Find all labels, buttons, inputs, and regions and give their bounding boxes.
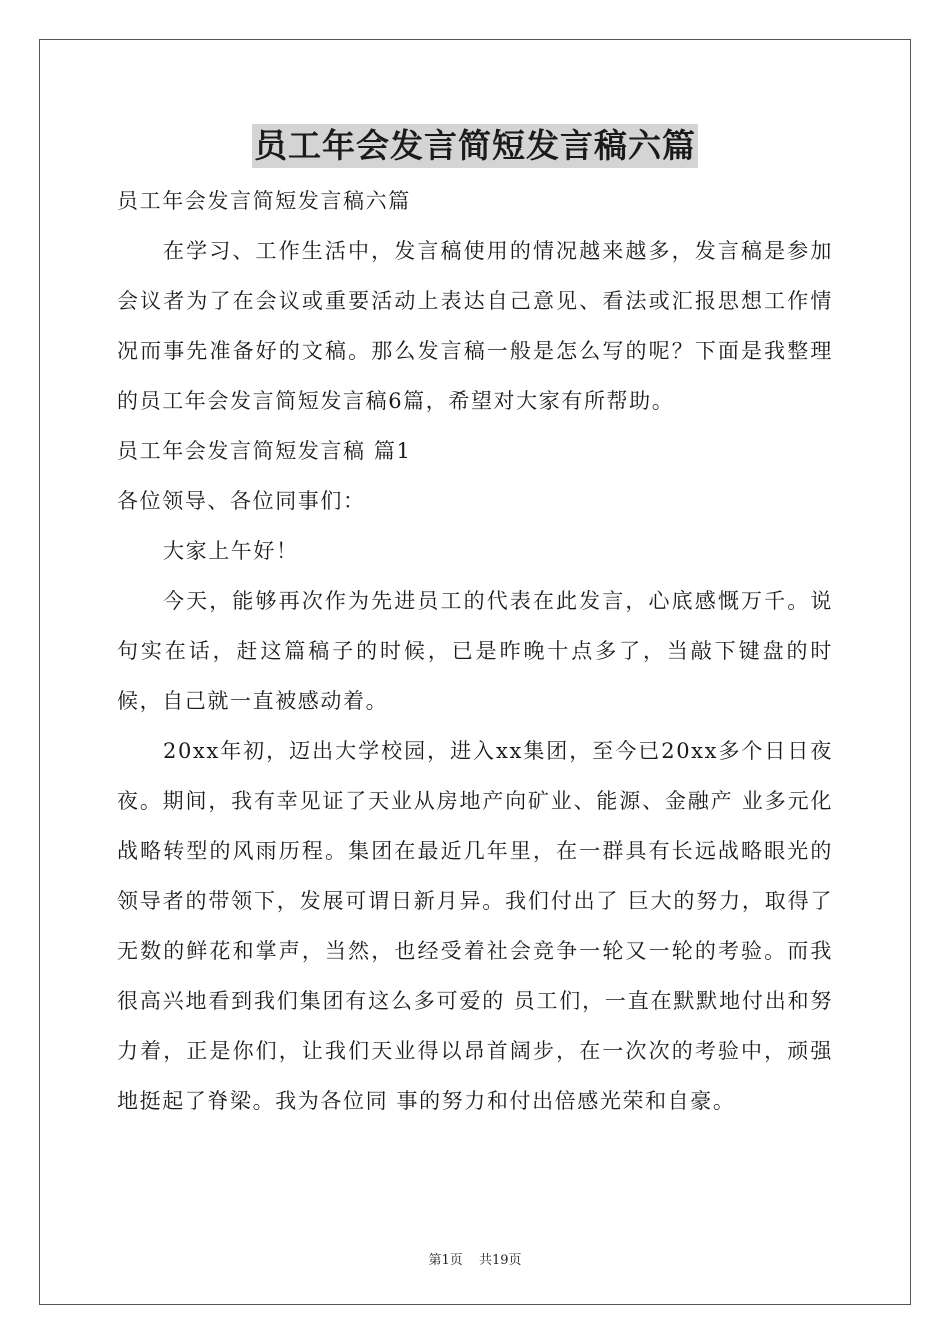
page-total: 共19页 <box>478 1253 522 1268</box>
subtitle-line: 员工年会发言简短发言稿六篇 <box>117 189 411 213</box>
salutation: 各位领导、各位同事们： <box>117 489 366 513</box>
body-paragraph: 20xx年初，迈出大学校园，进入xx集团，至今已20xx多个日日夜夜。期间，我有幸见证了天业从房地产向矿业、能源、金融产 业多元化战略转型的风雨历程。集团在最近几年里，在一群具有长远战略眼光的领导者的带领下，发展可谓日新月异。我们付出了 巨大的努力，取得了无数的鲜花和掌声，当然，也经受着社会竞争一轮又一轮的考验。而我很高兴地看到我们集团有这么多可爱的 员工们，一直在默默地付出和努力着，正是你们，让我们天业得以昂首阔步，在一次次的考验中，顽强地挺起了脊梁。我为各位同 事的努力和付出倍感光荣和自豪。 <box>117 739 833 1113</box>
document-title-text: 员工年会发言简短发言稿六篇 <box>252 124 698 168</box>
greeting: 大家上午好！ <box>163 539 299 563</box>
body-paragraph: 今天，能够再次作为先进员工的代表在此发言，心底感慨万千。说句实在话，赶这篇稿子的时候，已是昨晚十点多了，当敲下键盘的时候，自己就一直被感动着。 <box>117 589 833 713</box>
document-body <box>117 176 833 1126</box>
page-footer <box>0 1252 950 1270</box>
page-number: 第1页 <box>428 1253 463 1268</box>
document-title <box>0 124 950 168</box>
section-heading: 员工年会发言简短发言稿 篇1 <box>117 439 412 463</box>
intro-paragraph: 在学习、工作生活中，发言稿使用的情况越来越多，发言稿是参加会议者为了在会议或重要活动上表达自己意见、看法或汇报思想工作情况而事先准备好的文稿。那么发言稿一般是怎么写的呢？下面是我整理的员工年会发言简短发言稿6篇，希望对大家有所帮助。 <box>117 239 833 413</box>
